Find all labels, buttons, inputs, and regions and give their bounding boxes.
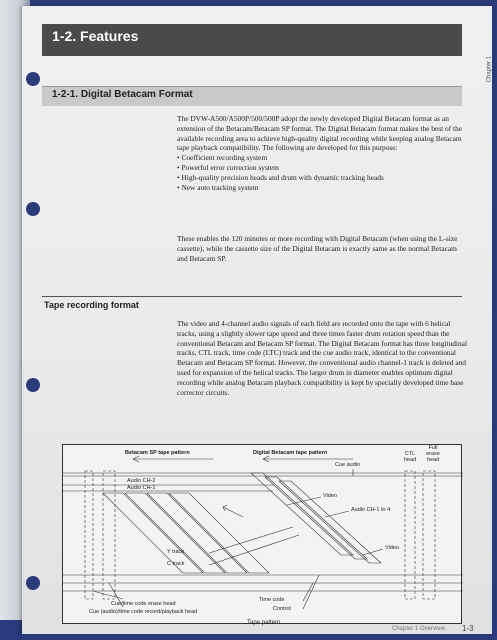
footer-chapter: Chapter 1 Overview bbox=[392, 626, 446, 632]
intro-block bbox=[177, 114, 467, 192]
binder-hole bbox=[26, 378, 40, 392]
label-video-right: Video bbox=[385, 545, 399, 551]
label-sp-pattern: Betacam SP tape pattern bbox=[125, 450, 190, 456]
list-item: • New auto tracking system bbox=[177, 183, 467, 193]
subsection-title: Tape recording format bbox=[44, 300, 139, 310]
label-cue-rec-head: Cue (audio)/time code record/playback head bbox=[89, 609, 198, 615]
binder-hole bbox=[26, 72, 40, 86]
tape-pattern-diagram bbox=[62, 444, 462, 624]
binder-hole bbox=[26, 202, 40, 216]
intro-paragraph: The DVW-A500/A500P/500/500P adopt the newly developed Digital Betacam format as an extension of the Betacam/Betacam SP format. The Digital Betacam format makes the best of the available recording area to achieve high-quality digital recording while keeping analog Betacam tape playback compatibility. The following are developed for this purpose: bbox=[177, 114, 463, 153]
label-digital-pattern: Digital Betacam tape pattern bbox=[253, 450, 328, 456]
label-audio-ch1: Audio CH-1 bbox=[127, 485, 156, 491]
label-control: Control bbox=[273, 606, 291, 612]
label-cue-erase-head: Cue/time code erase head bbox=[111, 601, 176, 607]
tape-paragraph: The video and 4-channel audio signals of each field are recorded onto the tape with 6 helical tracks, using a slightly slower tape speed and three times faster drum rotation speed than the conventional Betacam and Betacam SP format. The Digital Betacam format has three longitudinal tracks, CTL track, time code (LTC) track and the cue audio track, identical to the conventional Betacam and Betacam SP format. However, the conventional audio channel-1 track is deleted and used for expansion of the helical tracks. The larger drum in diameter enables optimum digital recording while analog Betacam playback compatibility is kept by specially developed time base corrector circuits. bbox=[177, 319, 467, 397]
chapter-tab: Chapter 1 bbox=[486, 56, 492, 83]
label-cue-audio: Cue audio bbox=[335, 462, 361, 468]
binder-hole bbox=[26, 576, 40, 590]
list-item: • High-quality precision heads and drum with dynamic tracking heads bbox=[177, 173, 467, 183]
feature-list bbox=[177, 153, 467, 192]
intro-paragraph-2: These enables the 120 minutes or more recording with Digital Betacam (when using the L-size cassette), while the cassette size of the Digital Betacam is exactly same as the normal Betacam and Betacam SP. bbox=[177, 234, 458, 263]
label-y-track: Y track bbox=[167, 549, 185, 555]
list-item: • Powerful error correction system bbox=[177, 163, 467, 173]
label-audio-ch1-4: Audio CH-1 to 4 bbox=[351, 507, 391, 513]
page-title: 1-2. Features bbox=[52, 28, 139, 44]
label-time-code: Time code bbox=[259, 597, 285, 603]
label-c-track: C track bbox=[167, 561, 185, 567]
label-full-erase-head: Full erase head bbox=[426, 445, 440, 463]
section-divider bbox=[42, 296, 462, 297]
label-ctl-head: CTL head bbox=[403, 451, 417, 463]
document-page bbox=[22, 6, 492, 634]
section-title: 1-2-1. Digital Betacam Format bbox=[52, 89, 193, 100]
label-video-top: Video bbox=[323, 493, 337, 499]
label-audio-ch2: Audio CH-2 bbox=[127, 478, 156, 484]
list-item: • Coefficient recording system bbox=[177, 153, 467, 163]
diagram-caption: Tape pattern bbox=[247, 620, 281, 626]
page-number: 1-3 bbox=[462, 624, 474, 633]
